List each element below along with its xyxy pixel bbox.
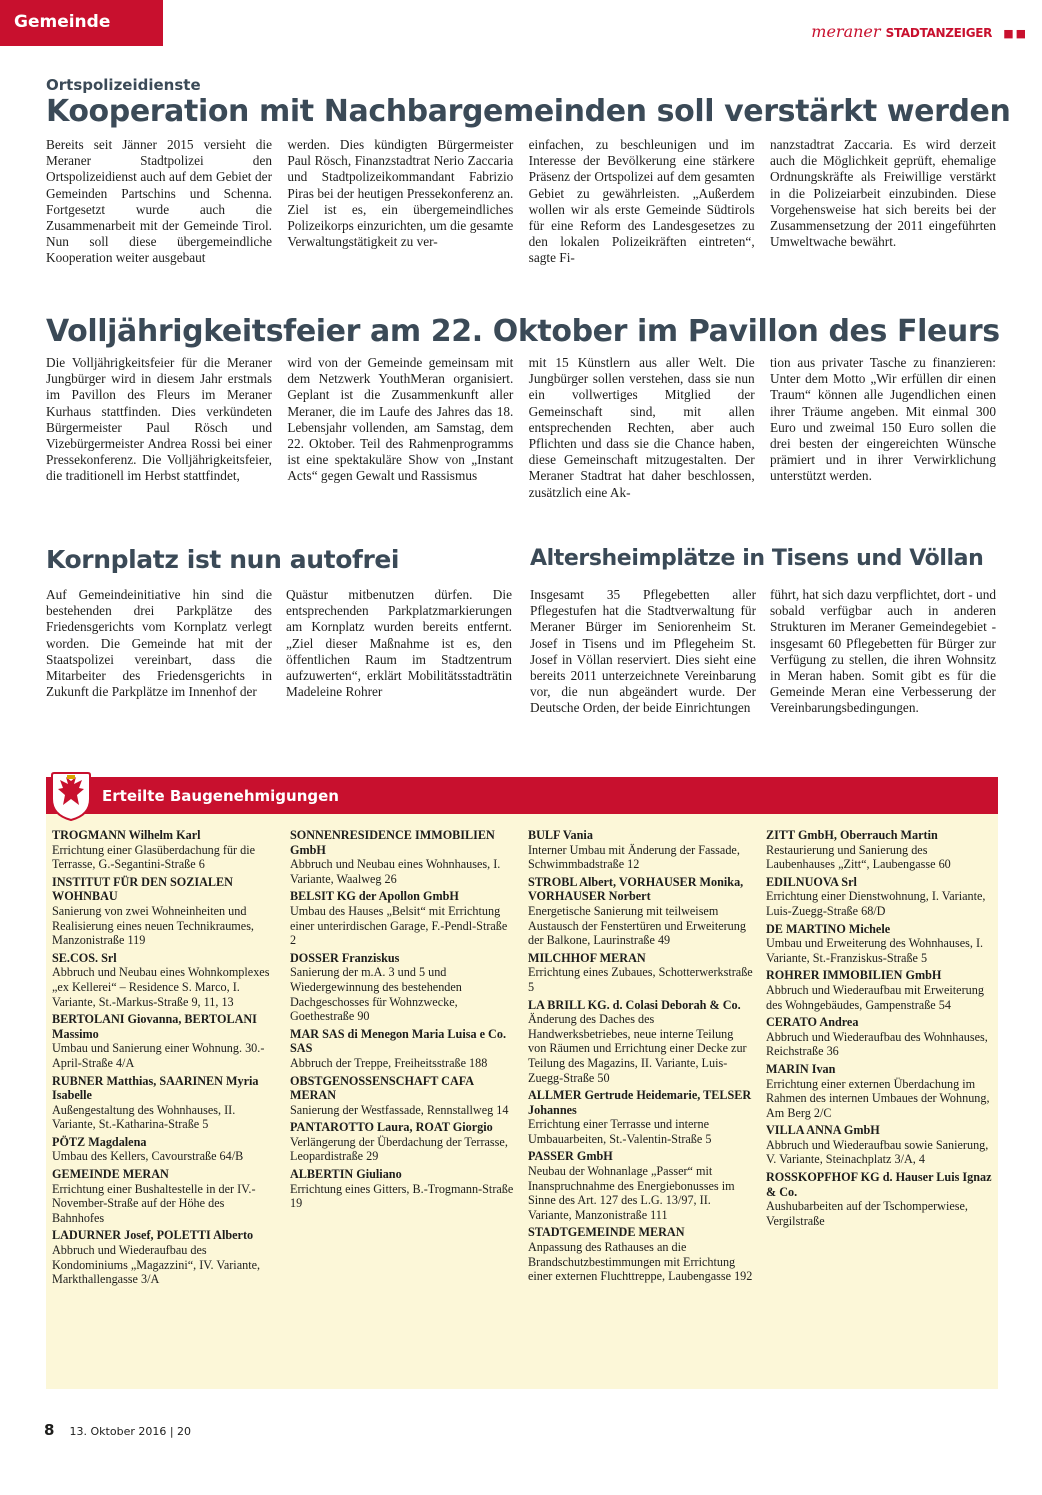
permit-description: Aushubarbeiten auf der Tschomperwiese, Vergilstraße [766,1199,968,1228]
permit-applicant: BULF Vania [528,828,593,842]
article-column: Auf Gemeindeinitiative hin sind die bestehenden drei Parkplätze des Friedensgerichts vom Kornplatz verlegt worden. Die Gemeinde hat mit der Staatspolizei vereinbart, dass die Mitarbeiter des Friedensgerichts in Zukunft die Parkplätze im Innenhof der [46,587,272,700]
permit-entry [766,1170,992,1228]
permit-description: Errichtung einer Glasüberdachung für die Terrasse, G.-Segantini-Straße 6 [52,842,256,872]
permit-applicant: INSTITUT FÜR DEN SOZIALEN WOHNBAU [52,874,233,904]
permit-description: Abbruch der Treppe, Freiheitsstraße 188 [290,1055,488,1070]
article-headline: Kornplatz ist nun autofrei [46,545,400,574]
permit-applicant: BERTOLANI Giovanna, BERTOLANI Massimo [52,1012,257,1041]
permits-column [290,828,516,1290]
permit-applicant: PASSER GmbH [528,1149,613,1164]
permits-column [528,828,754,1290]
permit-applicant: DE MARTINO Michele [766,921,891,936]
permit-applicant: CERATO Andrea [766,1015,859,1030]
permit-description: Abbruch und Wiederaufbau des Kondominiums „Magazzini“, IV. Variante, Markthallengasse 3/A [52,1243,261,1287]
permit-applicant: PÖTZ Magdalena [52,1134,147,1149]
permit-applicant: MAR SAS di Menegon Maria Luisa e Co. SAS [290,1026,506,1056]
permit-entry [766,1123,992,1167]
article-column: Quästur mitbenutzen dürfen. Die entsprechenden Parkplatzmarkierungen am Kornplatz wurden bereits entfernt. „Ziel dieser Maßnahme ist es, den öffentlichen Raum im Stadtzentrum aufzuwerten“, erklärt Mobilitätsstadträtin Madeleine Rohrer [286,587,512,700]
permit-entry [766,828,992,872]
article-headline: Volljährigkeitsfeier am 22. Oktober im Pavillon des Fleurs [46,314,1000,349]
permit-applicant: STADTGEMEINDE MERAN [528,1225,685,1240]
masthead-brand: meraner [811,22,881,41]
permit-applicant: RUBNER Matthias, SAARINEN Myria Isabelle [52,1073,259,1103]
section-label: Gemeinde [14,12,111,32]
page-number: 8 [44,1421,55,1439]
article-headline: Kooperation mit Nachbargemeinden soll verstärkt werden [46,94,1011,129]
permit-applicant: ROSSKOPFHOF KG d. Hauser Luis Ignaz & Co. [766,1170,992,1199]
permit-applicant: ROHRER IMMOBILIEN GmbH [766,968,942,983]
permit-description: Abbruch und Wiederaufbau des Wohnhauses, Reichstraße 36 [766,1029,988,1059]
permit-entry [52,951,278,1009]
permit-entry [528,1088,754,1146]
permit-applicant: TROGMANN Wilhelm Karl [52,828,201,842]
permit-entry [290,1167,516,1211]
permit-entry [52,1167,278,1225]
permit-entry [52,1135,278,1164]
permit-applicant: EDILNUOVA Srl [766,874,857,889]
page-footer [44,1420,191,1439]
permit-entry [766,922,992,966]
permit-description: Errichtung einer externen Überdachung im Rahmen des internen Umbaues der Wohnung, Am Berg 2/C [766,1076,990,1120]
permit-entry [290,951,516,1024]
permit-description: Errichtung einer Bushaltestelle in der IV.-November-Straße auf der Höhe des Bahnhofes [52,1181,256,1225]
article-column: Insgesamt 35 Pflegebetten aller Pflegestufen hat die Stadtverwaltung für Meraner Bürger im Seniorenheim St. Josef in Tisens und im Pflegeheim St. Josef in Völlan reserviert. Dies sieht eine bereits 2011 unterzeichnete Vereinbarung vor, die nun abgeändert wurde. Der Deutsche Orden, der beide Einrichtungen [530,587,756,716]
permit-entry [290,889,516,947]
permit-entry [290,1120,516,1164]
permit-entry [528,1225,754,1283]
article-column: einfachen, zu beschleunigen und im Interesse der Bevölkerung eine stärkere Präsenz der Ortspolizei auf dem gesamten Gebiet zu gewährleisten. „Außerdem wollen wir als erste Gemeinde Südtirols für eine Reform des Landesgesetzes zu den lokalen Polizeikräften eintreten“, sagte Fi- [528,137,755,266]
permit-applicant: LA BRILL KG. d. Colasi Deborah & Co. [528,997,741,1012]
issue-date: 13. Oktober 2016 | 20 [69,1425,192,1438]
permit-entry [528,828,754,872]
coat-of-arms-icon [50,771,92,821]
permit-description: Umbau und Erweiterung des Wohnhauses, I. Variante, St.-Franziskus-Straße 5 [766,936,984,965]
permit-applicant: MARIN Ivan [766,1061,836,1076]
article-body [46,587,512,700]
permit-entry [52,1012,278,1070]
permit-applicant: ALLMER Gertrude Heidemarie, TELSER Johannes [528,1088,752,1117]
permits-column [766,828,992,1290]
permit-description: Abbruch und Wiederaufbau mit Erweiterung des Wohngebäudes, Gampenstraße 54 [766,982,984,1012]
permit-description: Energetische Sanierung mit teilweisem Austausch der Fenstertüren und Erweiterung der Balkone, Laurinstraße 49 [528,903,746,948]
permit-applicant: ALBERTIN Giuliano [290,1167,402,1182]
masthead-paper: STADTANZEIGER [885,26,993,40]
permits-title: Erteilte Baugenehmigungen [102,787,339,805]
permit-description: Errichtung einer Terrasse und interne Umbauarbeiten, St.-Valentin-Straße 5 [528,1117,712,1146]
article-column: wird von der Gemeinde gemeinsam mit dem Netzwerk YouthMeran organisiert. Geplant ist die Zusammenkunft aller Meraner, die im Laufe des Jahres das 18. Lebensjahr vollenden, am Samstag, dem 22. Oktober. Teil des Rahmenprogramms ist eine spektakuläre Show von „Instant Acts“ gegen Gewalt und Rassismus [287,355,514,484]
permit-applicant: LADURNER Josef, POLETTI Alberto [52,1228,254,1243]
permit-entry [52,875,278,948]
article-headline: Altersheimplätze in Tisens und Völlan [530,546,984,571]
article-column: tion aus privater Tasche zu finanzieren: Unter dem Motto „Wir erfüllen dir einen Traum“ können alle Jugendlichen einen ihrer Träume angeben. Mit einmal 300 Euro und zweimal 150 Euro sollen die drei besten der eingereichten Wünsche prämiert und in ihrer Verwirklichung unterstützt werden. [769,355,996,484]
permit-entry [290,1027,516,1071]
permit-applicant: VILLA ANNA GmbH [766,1123,880,1138]
permit-entry [528,951,754,995]
permit-description: Errichtung eines Zubaues, Schotterwerkstraße 5 [528,965,753,994]
permit-applicant: SE.COS. Srl [52,950,117,965]
permit-description: Außengestaltung des Wohnhauses, II. Variante, St.-Katharina-Straße 5 [52,1102,236,1132]
permit-description: Errichtung einer Dienstwohnung, I. Variante, Luis-Zuegg-Straße 68/D [766,889,986,918]
permit-description: Neubau der Wohnanlage „Passer“ mit Inanspruchnahme des Energiebonusses im Sinne des Art. 127 des L.G. 13/97, II. Variante, Manzonistraße 111 [528,1164,735,1222]
permit-description: Abbruch und Wiederaufbau sowie Sanierung, V. Variante, Steinachplatz 3/A, 4 [766,1137,989,1167]
permit-entry [766,875,992,919]
permit-description: Abbruch und Neubau eines Wohnhauses, I. Variante, Waalweg 26 [290,857,501,886]
permit-description: Umbau und Sanierung einer Wohnung. 30.-April-Straße 4/A [52,1041,265,1070]
article-column: mit 15 Künstlern aus aller Welt. Die Jungbürger sollen verstehen, dass sie nun ein vollwertiges Mitglied der Gemeinschaft sind, mit allen entsprechenden Rechten, aber auch Pflichten und dass sie die Chance haben, diese Gemeinschaft mitzugestalten. Der Meraner Stadtrat hat daher beschlossen, zusätzlich eine Ak- [528,355,755,500]
article-column: nanzstadtrat Zaccaria. Es wird derzeit auch die Möglichkeit geprüft, ehemalige Ordnungskräfte als Freiwillige verstärkt in die Polizeiarbeit einzubinden. Diese Vorgehensweise hat sich bereits bei der Zusammensetzung der 2011 eingeführten Umweltwache bewährt. [769,137,996,250]
permit-applicant: SONNENRESIDENCE IMMOBILIEN GmbH [290,828,495,857]
permit-entry [290,828,516,886]
permit-applicant: MILCHHOF MERAN [528,950,646,965]
permit-entry [766,968,992,1012]
permit-applicant: PANTAROTTO Laura, ROAT Giorgio [290,1120,493,1135]
permit-description: Interner Umbau mit Änderung der Fassade, Schwimmbadstraße 12 [528,842,740,872]
permit-applicant: ZITT GmbH, Oberrauch Martin [766,828,938,842]
article-body [46,137,996,267]
permit-description: Änderung des Daches des Handwerksbetriebes, neue interne Teilung von Räumen und Errichtung einer Decke zur Teilung des Magazins, II. Variante, Luis-Zuegg-Straße 50 [528,1012,747,1085]
permit-applicant: DOSSER Franziskus [290,950,400,965]
permit-applicant: STROBL Albert, VORHAUSER Monika, VORHAUSER Norbert [528,874,744,904]
permit-entry [766,1062,992,1120]
permit-description: Sanierung der Westfassade, Rennstallweg 14 [290,1102,509,1117]
permit-description: Sanierung der m.A. 3 und 5 und Wiedergewinnung des bestehenden Dachgeschosses für Wohnzwecke, Goethestraße 90 [290,965,462,1024]
article-body [46,355,996,501]
masthead-squares-icon: ■■ [1003,27,1028,40]
permit-description: Restaurierung und Sanierung des Laubenhauses „Zitt“, Laubengasse 60 [766,842,951,872]
permit-entry [290,1074,516,1118]
permit-entry [52,828,278,872]
article-column: führt, hat sich dazu verpflichtet, dort - und sobald verfügbar auch in anderen Strukturen im Meraner Gemeindegebiet - insgesamt 60 Pflegebetten für Bürger zur Verfügung zu stellen, die ihren Wohnsitz in Meran haben. Somit gibt es für die Gemeinde Meran eine Verbesserung der Vereinbarungsbedingungen. [770,587,996,716]
permit-entry [52,1074,278,1132]
permit-description: Sanierung von zwei Wohneinheiten und Realisierung eines neuen Technikraumes, Manzonistraße 119 [52,903,254,948]
article-column: Bereits seit Jänner 2015 versieht die Meraner Stadtpolizei den Ortspolizeidienst auch auf dem Gebiet der Gemeinden Partschins und Schenna. Fortgesetzt wurde auch die Zusammenarbeit mit der Gemeinde Tirol. Nun soll diese übergemeindliche Kooperation weiter ausgebaut [46,137,272,266]
article-column: Die Volljährigkeitsfeier für die Meraner Jungbürger wird in diesem Jahr erstmals im Pavillon des Fleurs im Meraner Kurhaus stattfinden. Dies verkündeten Bürgermeister Paul Rösch und Vizebürgermeister Andrea Rossi bei einer Pressekonferenz. Die Volljährigkeitsfeier, die traditionell im Herbst stattfindet, [46,355,272,484]
permit-description: Errichtung eines Gitters, B.-Trogmann-Straße 19 [290,1181,514,1211]
permit-description: Abbruch und Neubau eines Wohnkomplexes „ex Kellerei“ – Residence S. Marco, I. Variante, St.-Markus-Straße 9, 11, 13 [52,965,270,1009]
permit-entry [528,1149,754,1222]
masthead [811,22,1028,41]
permit-description: Anpassung des Rathauses an die Brandschutzbestimmungen mit Errichtung einer externen Fluchttreppe, Laubengasse 192 [528,1240,753,1284]
permit-entry [766,1015,992,1059]
permit-description: Umbau des Hauses „Belsit“ mit Errichtung einer unterirdischen Garage, F.-Pendl-Straße 2 [290,903,508,948]
permit-entry [528,998,754,1086]
permit-entry [528,875,754,948]
permit-applicant: BELSIT KG der Apollon GmbH [290,889,459,904]
article-column: werden. Dies kündigten Bürgermeister Paul Rösch, Finanzstadtrat Nerio Zaccaria und Stadtpolizeikommandant Fabrizio Piras bei der heutigen Pressekonferenz an. Ziel ist es, ein übergemeindliches Polizeikorps einzurichten, um die gesamte Verwaltungstätigkeit zu ver- [287,137,514,250]
permit-description: Verlängerung der Überdachung der Terrasse, Leopardistraße 29 [290,1134,508,1164]
permit-applicant: OBSTGENOSSENSCHAFT CAFA MERAN [290,1073,474,1103]
article-kicker: Ortspolizeidienste [46,76,201,94]
article-body [530,587,996,717]
permits-column [52,828,278,1290]
permit-description: Umbau des Kellers, Cavourstraße 64/B [52,1149,244,1164]
permits-list [52,828,992,1290]
permit-entry [52,1228,278,1286]
permit-applicant: GEMEINDE MERAN [52,1167,169,1182]
